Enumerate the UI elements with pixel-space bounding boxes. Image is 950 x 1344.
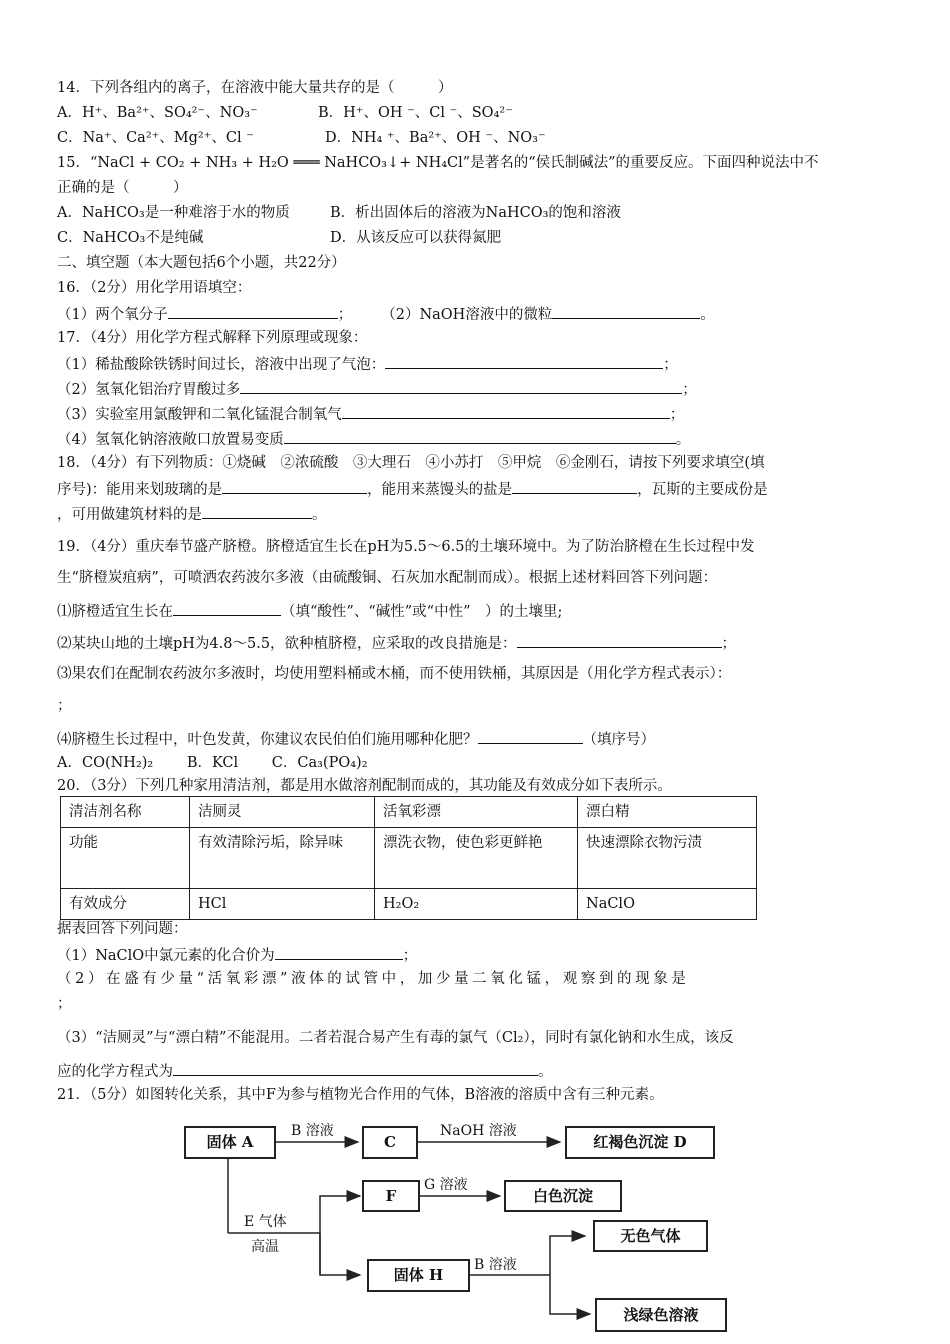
q17-part2-label: （2）氢氧化铝治疗胃酸过多 [57,382,241,398]
q19-stem-line1: 19．（4分）重庆奉节盛产脐橙。脐橙适宜生长在pH为5.5～6.5的土壤环境中。为了防治脐橙在生长过程中发 [57,539,755,555]
q17-answer-blank-2[interactable] [240,378,682,394]
box-colorless-gas: 无色气体 [593,1220,708,1252]
table-cell: 功能 [61,828,190,889]
q19-part1-label: ⑴脐橙适宜生长在 [57,604,173,620]
q20-stem: 20．（3分）下列几种家用清洁剂，都是用水做溶剂配制而成的，其功能及有效成分如下表所示。 [57,778,672,794]
diagram-arrows [0,1110,950,1344]
q17-part4-label: （4）氢氧化钠溶液敞口放置易变质 [57,432,284,448]
q18-end: 。 [312,507,327,523]
q18-text-b: ，能用来蒸馒头的盐是 [367,482,513,498]
q17-part1-label: （1）稀盐酸除铁锈时间过长，溶液中出现了气泡： [57,357,386,373]
q15-option-a: A．NaHCO₃是一种难溶于水的物质 [57,205,290,221]
q19-part2-label: ⑵某块山地的土壤pH为4.8～5.5，欲种植脐橙，应采取的改良措施是： [57,636,517,652]
label-g-solution: G 溶液 [424,1177,468,1193]
q16-answer-blank-1[interactable] [168,303,338,319]
box-light-green-solution: 浅绿色溶液 [595,1298,727,1332]
table-cell: 有效清除污垢，除异味 [190,828,375,889]
q15-stem-line1: 15．“NaCl + CO₂ + NH₃ + H₂O ═══ NaHCO₃↓+ NH₄Cl”是著名的“侯氏制碱法”的重要反应。下面四种说法中不 [57,155,819,171]
box-solid-a: 固体 A [184,1126,276,1159]
q17-part2 [57,378,697,400]
q18-text-c: ，瓦斯的主要成份是 [637,482,768,498]
q18-stem-line1: 18．（4分）有下列物质：①烧碱 ②浓硫酸 ③大理石 ④小苏打 ⑤甲烷 ⑥金刚石，请按下列要求填空(填 [57,455,765,471]
q14-option-d: D．NH₄ ⁺、Ba²⁺、OH ⁻、NO₃⁻ [325,130,546,146]
q19-answer-blank-4[interactable] [478,728,583,744]
q19-part4 [57,728,655,750]
q15-option-d: D．从该反应可以获得氮肥 [330,230,502,246]
box-f: F [362,1180,420,1212]
q20-answer-blank-1[interactable] [275,944,403,960]
label-naoh-solution: NaOH 溶液 [440,1123,517,1139]
conversion-diagram [0,1110,950,1344]
q18-stem-line2 [57,478,768,500]
q20-after-table: 据表回答下列问题： [57,921,188,937]
q17-answer-blank-3[interactable] [342,403,670,419]
q15-option-c: C．NaHCO₃不是纯碱 [57,230,204,246]
q20-part2: （ 2 ） 在 盛 有 少 量 “ 活 氧 彩 漂 ” 液 体 的 试 管 中 ， 加 少 量 二 氧 化 锰 ， 观 察 到 的 现 象 是 [57,971,686,987]
q20-part2-answer[interactable]: ； [57,996,72,1012]
q15-option-b: B．析出固体后的溶液为NaHCO₃的饱和溶液 [330,205,621,221]
q19-answer-blank-2[interactable] [517,632,722,648]
label-high-temp: 高温 [251,1239,279,1255]
q18-text-d: ，可用做建筑材料的是 [57,507,202,523]
q20-part3: （3）“洁厕灵”与“漂白精”不能混用。二者若混合易产生有毒的氯气（Cl₂），同时有氯化钠和水生成，该反 [57,1030,734,1046]
label-e-gas: E 气体 [244,1214,287,1230]
q17-answer-blank-1[interactable] [385,353,663,369]
q20-part1-label: （1）NaClO中氯元素的化合价为 [57,948,275,964]
q16-end: 。 [700,307,715,323]
q17-end: 。 [675,432,691,448]
q18-text-a: 序号)：能用来划玻璃的是 [57,482,223,498]
q18-stem-line3 [57,503,327,525]
q17-part3 [57,403,684,425]
q16-answer-blank-2[interactable] [552,303,700,319]
q20-part3-end: 。 [538,1064,553,1080]
q20-part1-end: ； [402,948,418,964]
label-b-solution-2: B 溶液 [474,1257,517,1273]
box-d: 红褐色沉淀 D [565,1126,715,1159]
q14-option-b: B．H⁺、OH ⁻、Cl ⁻、SO₄²⁻ [318,105,513,121]
table-cell: 有效成分 [61,889,190,920]
table-cell: 快速漂除衣物污渍 [578,828,757,889]
q20-part3-label: 应的化学方程式为 [57,1064,173,1080]
arrow-to-gas [550,1236,585,1275]
q19-part2-end: ； [721,636,737,652]
q18-answer-blank-3[interactable] [202,503,312,519]
table-header-row [61,797,757,828]
q14-stem: 14．下列各组内的离子，在溶液中能大量共存的是（ ） [57,80,453,96]
table-cell: HCl [190,889,375,920]
q19-part4-label: ⑷脐橙生长过程中，叶色发黄，你建议农民伯伯们施用哪种化肥？ [57,732,478,748]
q17-part4 [57,428,690,450]
arrow-to-h [320,1233,360,1275]
q16-part2-label: （2）NaOH溶液中的微粒 [388,307,553,323]
q16-part1-label: （1）两个氧分子 [57,307,168,323]
q16-separator: ； [337,307,345,323]
q21-stem: 21．（5分）如图转化关系，其中F为参与植物光合作用的气体，B溶液的溶质中含有三种元素。 [57,1087,664,1103]
q20-answer-blank-3[interactable] [173,1060,538,1076]
q16-parts [57,303,715,325]
table-cell: H₂O₂ [375,889,578,920]
q17-part1 [57,353,678,375]
q19-stem-line2: 生“脐橙炭疽病”，可喷洒农药波尔多液（由硫酸铜、石灰加水配制而成）。根据上述材料回答下列问题： [57,570,718,586]
q19-answer-blank-1[interactable] [173,600,281,616]
cleaner-table [60,796,757,920]
q16-stem: 16．（2分）用化学用语填空： [57,280,252,296]
q17-semicolon-1: ； [663,357,678,373]
box-solid-h: 固体 H [367,1259,470,1292]
q17-answer-blank-4[interactable] [284,428,676,444]
table-cell: 漂白精 [578,797,757,828]
table-cell: NaClO [578,889,757,920]
q19-part3-answer[interactable]: ； [57,698,72,714]
q17-semicolon-2: ； [682,382,697,398]
q19-part1 [57,600,562,622]
table-row [61,828,757,889]
table-cell: 漂洗衣物，使色彩更鲜艳 [375,828,578,889]
arrow-to-f [320,1196,360,1275]
q18-answer-blank-2[interactable] [512,478,637,494]
table-cell: 清洁剂名称 [61,797,190,828]
q17-stem: 17．（4分）用化学方程式解释下列原理或现象： [57,330,368,346]
q19-options: A．CO(NH₂)₂ B．KCl C．Ca₃(PO₄)₂ [57,755,368,771]
q20-part3-line2 [57,1060,553,1082]
table-row [61,889,757,920]
q19-part2 [57,632,736,654]
q18-answer-blank-1[interactable] [222,478,367,494]
q17-part3-label: （3）实验室用氯酸钾和二氧化锰混合制氧气 [57,407,342,423]
q17-semicolon-3: ； [669,407,685,423]
q15-stem-line2: 正确的是（ ） [57,180,188,196]
q14-option-a: A．H⁺、Ba²⁺、SO₄²⁻、NO₃⁻ [57,105,258,121]
label-b-solution-1: B 溶液 [291,1123,334,1139]
q19-part4-hint: （填序号） [582,732,655,748]
q20-part1 [57,944,417,966]
q19-part1-hint: （填“酸性”、“碱性”或“中性” ）的土壤里; [281,604,563,620]
table-cell: 洁厕灵 [190,797,375,828]
box-white-precipitate: 白色沉淀 [504,1180,622,1212]
q19-part3: ⑶果农们在配制农药波尔多液时，均使用塑料桶或木桶，而不使用铁桶，其原因是（用化学方程式表示）： [57,666,732,682]
table-cell: 活氧彩漂 [375,797,578,828]
section-heading: 二、填空题（本大题包括6个小题，共22分） [57,255,346,271]
arrow-to-green [550,1275,590,1314]
box-c: C [362,1126,418,1159]
q14-option-c: C．Na⁺、Ca²⁺、Mg²⁺、Cl ⁻ [57,130,254,146]
